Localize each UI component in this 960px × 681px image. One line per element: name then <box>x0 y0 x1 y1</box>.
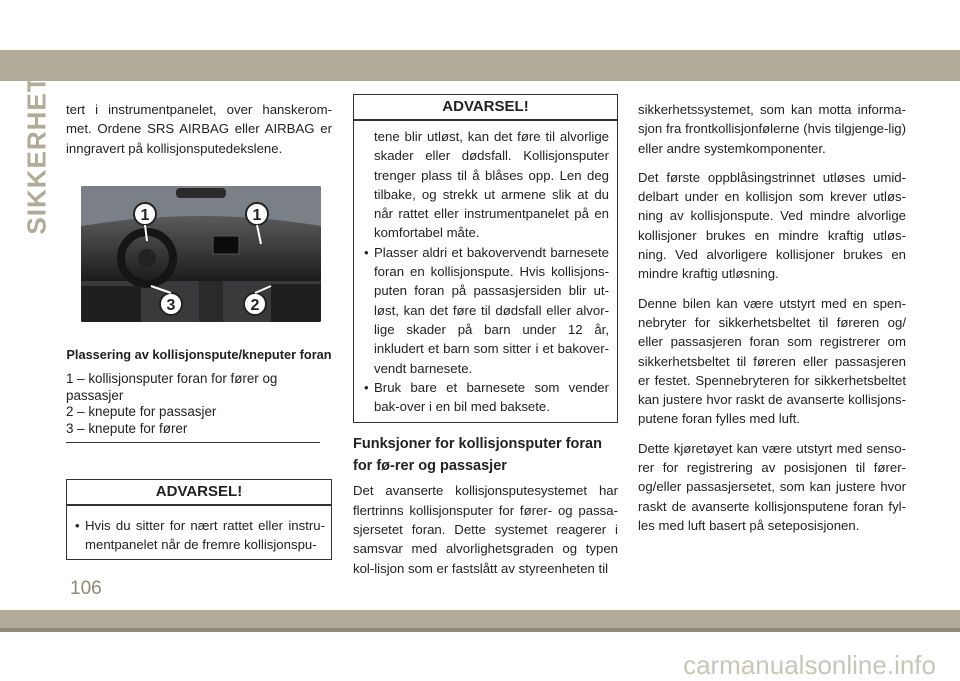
bullet-icon: • <box>75 518 80 534</box>
figure-legend <box>66 371 332 438</box>
legend-item: 2 – knepute for passasjer <box>66 404 217 420</box>
warning-bullet: • Hvis du sitter for nært rattet eller instru-mentpanelet når de fremre kollisjonspu- <box>75 516 325 555</box>
warning-box-continued <box>353 94 618 423</box>
bullet-icon: • <box>364 379 369 395</box>
callout-label: 1 <box>140 206 150 224</box>
intro-paragraph: tert i instrumentpanelet, over hanskerom-met. Ordene SRS AIRBAG eller AIRBAG er inngravert på kollisjonsputedekslene. <box>66 102 332 156</box>
watermark: carmanualsonline.info <box>683 650 936 680</box>
section-heading: Funksjoner for kollisjonsputer foran for fø-rer og passasjer <box>353 436 602 475</box>
warning-title: ADVARSEL! <box>354 95 617 121</box>
warning-continuation: tene blir utløst, kan det føre til alvorlige skader eller dødsfall. Kollisjonsputer trenger plass til å blåses opp. Len deg tilbake, og strekk ut armene slik at du når rattet eller instrumentpanelet på en komfortabel måte. <box>374 129 609 241</box>
body-paragraph: Det første oppblåsingstrinnet utløses umid-delbart under en kollisjon som krever utløs-ning av kollisjonspute. Ved mindre alvorlige kollisjoner brukes en mindre kraftig utløs-ning. Ved alvorligere kollisjoner brukes en mindre kraftig utløsning. <box>638 169 906 282</box>
column-left <box>66 100 332 560</box>
page-number: 106 <box>70 578 102 599</box>
callout-label: 2 <box>250 296 260 314</box>
legend-item: 3 – knepute for fører <box>66 421 188 437</box>
section-tab <box>21 75 52 235</box>
figure-caption: Plassering av kollisjonspute/kneputer foran <box>66 346 332 362</box>
airbag-location-photo <box>81 186 321 322</box>
divider <box>66 442 320 443</box>
body-paragraph: Dette kjøretøyet kan være utstyrt med senso-rer for registrering av posisjonen til fører-og/eller passasjersetet, som kan justere hvor raskt de avanserte kollisjonsputene foran fyl-les med luft basert på seteposisjonen. <box>638 440 906 533</box>
bottom-line <box>0 628 960 632</box>
body-paragraph: Denne bilen kan være utstyrt med en spen-nebryter for sikkerhetsbeltet til føreren og/ eller passasjeren foran som registrerer om sikkerhetsbeltet til føreren eller passasjeren er festet. Spennebryteren for sikkerhetsbeltet kan justere hvor raskt de avanserte kollisjons-putene foran fylles med luft. <box>638 295 906 427</box>
warning-bullet: • Plasser aldri et bakovervendt barnesete foran en kollisjonspute. Hvis kollisjons-puten foran på passasjersiden blir ut-løst, kan det føre til dødsfall eller alvor-lige skader på barn under 12 år, inkludert et barn som sitter i et bakover-vendt barnesete. <box>364 243 609 378</box>
bottom-band <box>0 610 960 628</box>
warning-bullet: • Bruk bare et barnesete som vender bak-over i en bil med baksete. <box>364 378 609 417</box>
warning-title: ADVARSEL! <box>67 480 331 506</box>
section-tab-label: SIKKERHET <box>21 75 52 235</box>
body-paragraph: sikkerhetssystemet, som kan motta informa-sjon fra frontkollisjonfølerne (hvis tilgjenge-lig) eller andre systemkomponenter. <box>638 102 906 156</box>
body-paragraph: Det avanserte kollisjonsputesystemet har flertrinns kollisjonsputer for fører- og passa-sjersetet foran. Dette systemet reagerer i samsvar med alvorlighetsgraden og typen kol-lisjon som er fastslått av styreenheten til <box>353 483 618 576</box>
callout-label: 3 <box>166 296 176 314</box>
legend-item: 1 – kollisjonsputer foran for fører og passasjer <box>66 370 278 403</box>
column-right <box>638 100 906 545</box>
column-middle <box>353 100 618 588</box>
bullet-icon: • <box>364 244 369 260</box>
top-band <box>0 50 960 81</box>
warning-box <box>66 479 332 560</box>
callout-label: 1 <box>252 206 262 224</box>
